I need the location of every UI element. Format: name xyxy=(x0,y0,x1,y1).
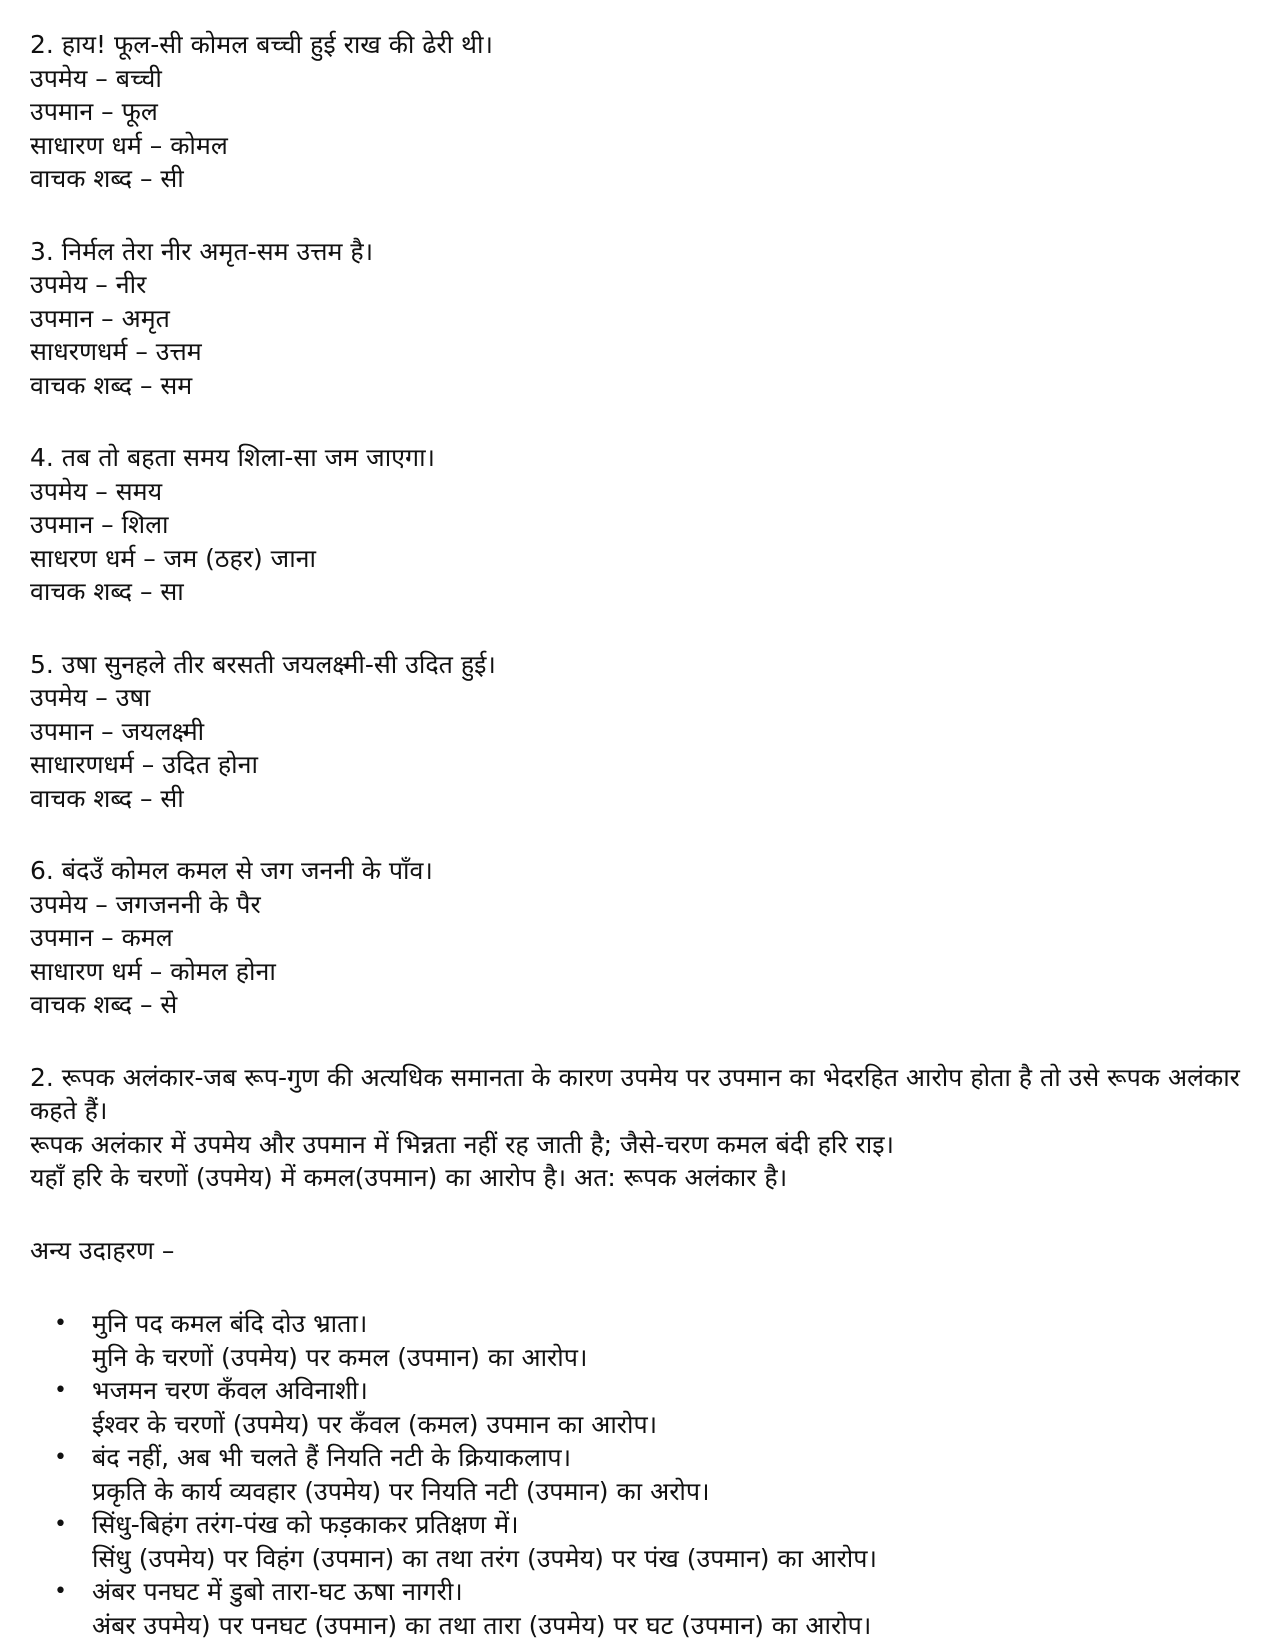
example-sentence: 6. बंदउँ कोमल कमल से जग जननी के पाँव। xyxy=(30,856,433,885)
bullet-icon: • xyxy=(54,1512,67,1537)
upmey-line: उपमेय – बच्ची xyxy=(30,63,162,93)
upmey-line: उपमेय – जगजननी के पैर xyxy=(30,889,261,919)
upmey-line: उपमेय – समय xyxy=(30,476,163,506)
vachak-shabd-line: वाचक शब्द – सम xyxy=(30,370,193,400)
example-line: भजमन चरण कँवल अविनाशी। xyxy=(92,1376,368,1405)
upmey-line: उपमेय – उषा xyxy=(30,683,151,712)
upmaan-line: उपमान – कमल xyxy=(30,923,173,952)
upmey-line: उपमेय – नीर xyxy=(30,270,147,299)
rupak-explanation: रूपक अलंकार में उपमेय और उपमान में भिन्नता नहीं रह जाती है; जैसे-चरण कमल बंदी हरि राइ। xyxy=(30,1129,894,1159)
bullet-icon: • xyxy=(54,1378,67,1403)
sadharan-dharm-line: साधरणधर्म – उत्तम xyxy=(30,337,202,366)
list-item xyxy=(30,1575,1250,1642)
bullet-icon: • xyxy=(54,1579,67,1604)
example-block-3 xyxy=(30,235,1250,403)
example-sentence: 4. तब तो बहता समय शिला-सा जम जाएगा। xyxy=(30,443,436,472)
document-page xyxy=(30,28,1250,1642)
example-line: अंबर पनघट में डुबो तारा-घट ऊषा नागरी। xyxy=(92,1577,463,1606)
example-line: बंद नहीं, अब भी चलते हैं नियति नटी के क्रियाकलाप। xyxy=(92,1443,572,1472)
list-item xyxy=(30,1508,1250,1575)
sadharan-dharm-line: साधारण धर्म – कोमल xyxy=(30,130,228,160)
other-examples-heading: अन्य उदाहरण – xyxy=(30,1235,175,1265)
vachak-shabd-line: वाचक शब्द – से xyxy=(30,990,178,1019)
sadharan-dharm-line: साधरण धर्म – जम (ठहर) जाना xyxy=(30,543,317,573)
example-sentence: 3. निर्मल तेरा नीर अमृत-सम उत्तम है। xyxy=(30,236,374,266)
upmaan-line: उपमान – जयलक्ष्मी xyxy=(30,716,205,746)
rupak-example-note: यहाँ हरि के चरणों (उपमेय) में कमल(उपमान) का आरोप है। अत: रूपक अलंकार है। xyxy=(30,1163,788,1192)
example-block-6 xyxy=(30,854,1250,1022)
upmaan-line: उपमान – शिला xyxy=(30,510,169,539)
example-note: मुनि के चरणों (उपमेय) पर कमल (उपमान) का आरोप। xyxy=(92,1342,588,1372)
vachak-shabd-line: वाचक शब्द – सा xyxy=(30,577,184,606)
example-block-5 xyxy=(30,648,1250,816)
rupak-definition: 2. रूपक अलंकार-जब रूप-गुण की अत्यधिक समानता के कारण उपमेय पर उपमान का भेदरहित आरोप होता है तो उसे रूपक अलंकार कहते हैं। xyxy=(30,1062,1240,1125)
list-item xyxy=(30,1374,1250,1441)
sadharan-dharm-line: साधारण धर्म – कोमल होना xyxy=(30,956,276,986)
example-sentence: 2. हाय! फूल-सी कोमल बच्ची हुई राख की ढेरी थी। xyxy=(30,30,493,59)
bullet-icon: • xyxy=(54,1445,67,1470)
example-line: सिंधु-बिहंग तरंग-पंख को फड़काकर प्रतिक्षण में। xyxy=(92,1510,519,1539)
list-item xyxy=(30,1441,1250,1508)
other-examples-list xyxy=(30,1307,1250,1642)
example-note: अंबर उपमेय) पर पनघट (उपमान) का तथा तारा (उपमेय) पर घट (उपमान) का आरोप। xyxy=(92,1610,872,1640)
example-note: सिंधु (उपमेय) पर विहंग (उपमान) का तथा तरंग (उपमेय) पर पंख (उपमान) का आरोप। xyxy=(92,1543,877,1573)
bullet-icon: • xyxy=(54,1311,67,1336)
list-item xyxy=(30,1307,1250,1374)
example-note: प्रकृति के कार्य व्यवहार (उपमेय) पर नियति नटी (उपमान) का अरोप। xyxy=(92,1476,710,1506)
rupak-alankar-section xyxy=(30,1061,1250,1195)
example-note: ईश्वर के चरणों (उपमेय) पर कँवल (कमल) उपमान का आरोप। xyxy=(92,1409,658,1439)
upmaan-line: उपमान – अमृत xyxy=(30,303,170,333)
example-block-4 xyxy=(30,441,1250,609)
upmaan-line: उपमान – फूल xyxy=(30,97,158,126)
sadharan-dharm-line: साधारणधर्म – उदित होना xyxy=(30,750,258,779)
example-sentence: 5. उषा सुनहले तीर बरसती जयलक्ष्मी-सी उदित हुई। xyxy=(30,649,496,679)
vachak-shabd-line: वाचक शब्द – सी xyxy=(30,783,184,813)
example-block-2 xyxy=(30,28,1250,196)
vachak-shabd-line: वाचक शब्द – सी xyxy=(30,164,184,193)
example-line: मुनि पद कमल बंदि दोउ भ्राता। xyxy=(92,1309,368,1338)
